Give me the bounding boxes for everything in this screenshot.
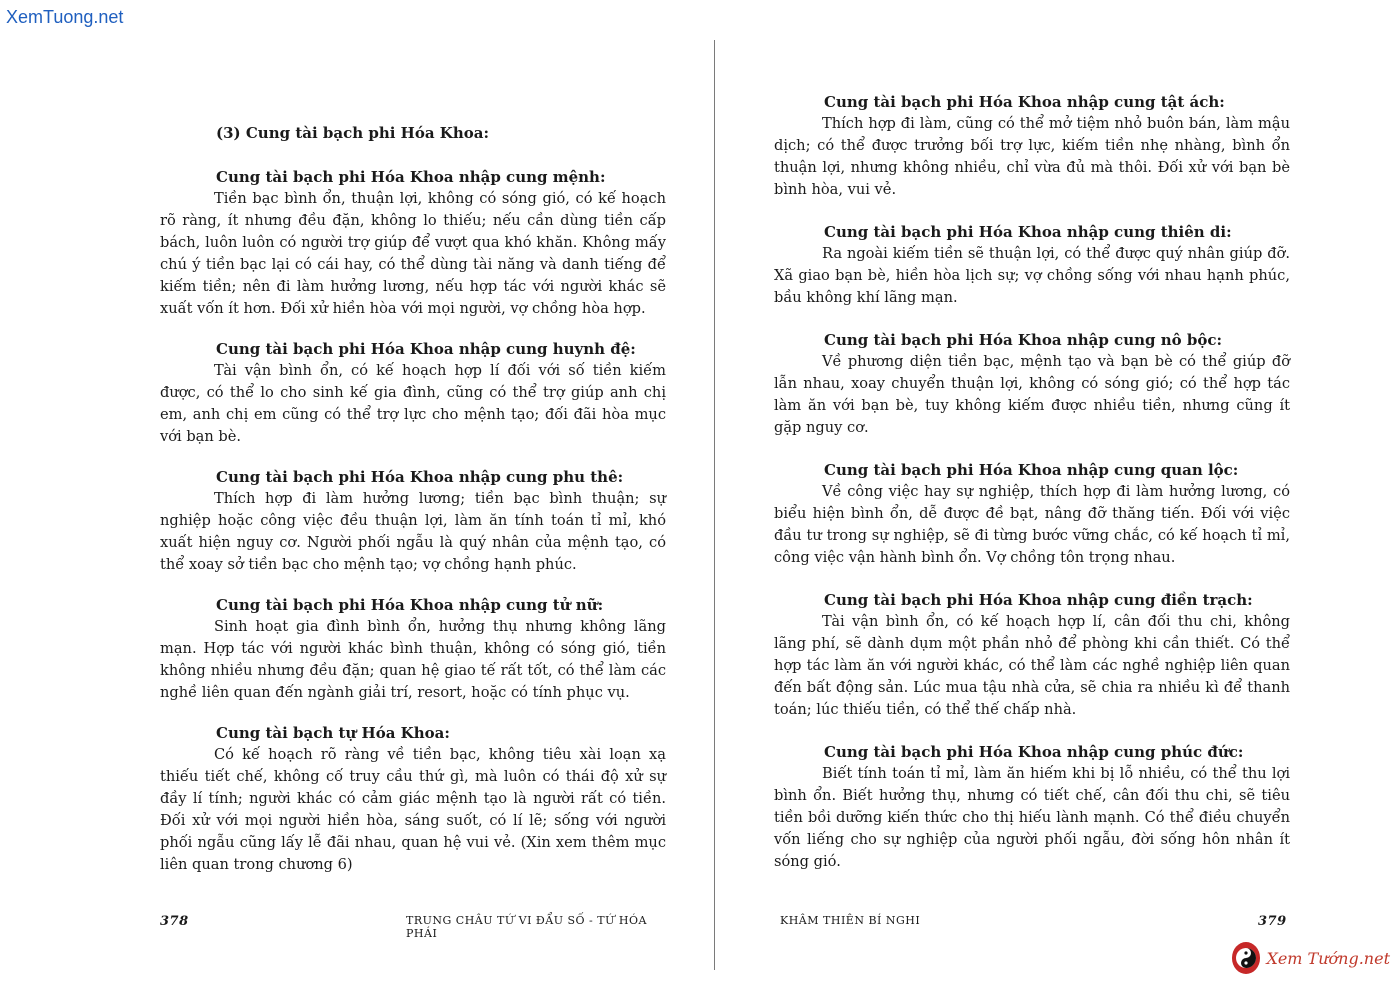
section xyxy=(774,91,1290,201)
section-body: Tiền bạc bình ổn, thuận lợi, không có sóng gió, có kế hoạch rõ ràng, ít nhưng đều đặn, không lo thiếu; nếu cần dùng tiền cấp bách, luôn luôn có người trợ giúp để vượt qua khó khăn. Không mấy chú ý tiền bạc lại có cái hay, có thể dùng tài năng và danh tiếng để kiếm tiền; nên đi làm hưởng lương, nếu hợp tác với người khác sẽ xuất vốn ít hơn. Đối xử hiền hòa với mọi người, vợ chồng hòa hợp. xyxy=(160,190,666,317)
section-body: Thích hợp đi làm, cũng có thể mở tiệm nhỏ buôn bán, làm mậu dịch; có thể được trưởng bối trợ lực, kiếm tiền nhẹ nhàng, bình ổn thuận lợi, nhưng không nhiều, chỉ vừa đủ mà thôi. Đối xử với bạn bè bình hòa, vui vẻ. xyxy=(774,115,1290,198)
section-title: Cung tài bạch phi Hóa Khoa nhập cung nô bộc: xyxy=(824,331,1223,349)
logo-text: Xem Tướng.net xyxy=(1266,948,1390,968)
running-header: TRUNG CHÂU TỨ VI ĐẨU SỐ - TỨ HÓA PHÁI xyxy=(406,914,647,940)
section xyxy=(774,459,1290,569)
section-title: Cung tài bạch phi Hóa Khoa nhập cung phu thê: xyxy=(216,468,624,486)
subsection-heading: (3) Cung tài bạch phi Hóa Khoa: xyxy=(216,124,489,142)
section xyxy=(160,338,666,448)
section-body: Về công việc hay sự nghiệp, thích hợp đi làm hưởng lương, có biểu hiện bình ổn, dễ được đề bạt, nâng đỡ thăng tiến. Đối với việc đầu tư trong sự nghiệp, sẽ đi từng bước vững chắc, có kế hoạch tỉ mỉ, công việc vận hành bình ổn. Vợ chồng tôn trọng nhau. xyxy=(774,483,1290,566)
page-gutter xyxy=(714,40,715,970)
yin-yang-icon xyxy=(1232,942,1260,974)
section-title: Cung tài bạch phi Hóa Khoa nhập cung quan lộc: xyxy=(824,461,1239,479)
section-title: Cung tài bạch phi Hóa Khoa nhập cung tật ách: xyxy=(824,93,1225,111)
section-title: Cung tài bạch tự Hóa Khoa: xyxy=(216,724,450,742)
section-body: Có kế hoạch rõ ràng về tiền bạc, không tiêu xài loạn xạ thiếu tiết chế, không cố truy cầu thứ gì, mà luôn có thái độ xử sự đầy lí tính; người khác có cảm giác mệnh tạo là người rất có tiền. Đối xử với mọi người hiền hòa, sáng suốt, có lí lẽ; sống với người phối ngẫu cũng lấy lễ đãi nhau, quan hệ vui vẻ. (Xin xem thêm mục liên quan trong chương 6) xyxy=(160,746,666,873)
left-page-body xyxy=(160,122,666,894)
section-title: Cung tài bạch phi Hóa Khoa nhập cung huynh đệ: xyxy=(216,340,636,358)
section-title: Cung tài bạch phi Hóa Khoa nhập cung thiên di: xyxy=(824,223,1232,241)
section xyxy=(160,466,666,576)
section-body: Biết tính toán tỉ mỉ, làm ăn hiếm khi bị lỗ nhiều, có thể thu lợi bình ổn. Biết hưởng thụ, nhưng có tiết chế, cân đối thu chi, sẽ tiêu tiền bồi dưỡng kiến thức cho thị hiếu lành mạnh. Có thể điều chuyển vốn liếng cho sự nghiệp của người phối ngẫu, đời sống hôn nhân ít sóng gió. xyxy=(774,765,1290,870)
section-title: Cung tài bạch phi Hóa Khoa nhập cung tử nữ: xyxy=(216,596,604,614)
page-number: 378 xyxy=(160,914,189,929)
section-body: Sinh hoạt gia đình bình ổn, hưởng thụ nhưng không lãng mạn. Hợp tác với người khác bình thuận, không có sóng gió, tiền không nhiều nhưng đều đặn; quan hệ giao tế rất tốt, có thể làm các nghề liên quan đến ngành giải trí, resort, hoặc có tính phục vụ. xyxy=(160,618,666,701)
section-body: Về phương diện tiền bạc, mệnh tạo và bạn bè có thể giúp đỡ lẫn nhau, xoay chuyển thuận lợi, không có sóng gió; có thể hợp tác làm ăn với bạn bè, tuy không kiếm được nhiều tiền, nhưng cũng ít gặp nguy cơ. xyxy=(774,353,1290,436)
section-body: Ra ngoài kiếm tiền sẽ thuận lợi, có thể được quý nhân giúp đỡ. Xã giao bạn bè, hiền hòa lịch sự; vợ chồng sống với nhau hạnh phúc, bầu không khí lãng mạn. xyxy=(774,245,1290,306)
right-page-body xyxy=(774,91,1290,893)
section xyxy=(774,741,1290,873)
section-body: Thích hợp đi làm hưởng lương; tiền bạc bình thuận; sự nghiệp hoặc công việc đều thuận lợi, làm ăn tính toán tỉ mỉ, khó xuất hiện nguy cơ. Người phối ngẫu là quý nhân của mệnh tạo, có thể xoay sở tiền bạc cho mệnh tạo; vợ chồng hạnh phúc. xyxy=(160,490,666,573)
section xyxy=(774,329,1290,439)
section-body: Tài vận bình ổn, có kế hoạch hợp lí đối với số tiền kiếm được, có thể lo cho sinh kế gia đình, cũng có thể trợ giúp anh chị em, anh chị em cũng có thể trợ lực cho mệnh tạo; đối đãi hòa mục với bạn bè. xyxy=(160,362,666,445)
running-header: KHÂM THIÊN BÍ NGHI xyxy=(780,914,921,927)
watermark-link[interactable]: XemTuong.net xyxy=(6,7,124,27)
page-number: 379 xyxy=(1258,914,1287,929)
section xyxy=(774,221,1290,309)
section-title: Cung tài bạch phi Hóa Khoa nhập cung phúc đức: xyxy=(824,743,1244,761)
section xyxy=(774,589,1290,721)
section-title: Cung tài bạch phi Hóa Khoa nhập cung điền trạch: xyxy=(824,591,1253,609)
site-logo[interactable] xyxy=(1232,938,1390,978)
section-title: Cung tài bạch phi Hóa Khoa nhập cung mệnh: xyxy=(216,168,606,186)
section xyxy=(160,594,666,704)
section xyxy=(160,722,666,876)
section-body: Tài vận bình ổn, có kế hoạch hợp lí, cân đối thu chi, không lãng phí, sẽ dành dụm một phần nhỏ để phòng khi cần thiết. Có thể hợp tác làm ăn với người khác, có thể làm các nghề nghiệp liên quan đến bất động sản. Lúc mua tậu nhà cửa, sẽ chia ra nhiều kì để thanh toán; lúc thiếu tiền, có thể thế chấp nhà. xyxy=(774,613,1290,718)
section xyxy=(160,166,666,320)
